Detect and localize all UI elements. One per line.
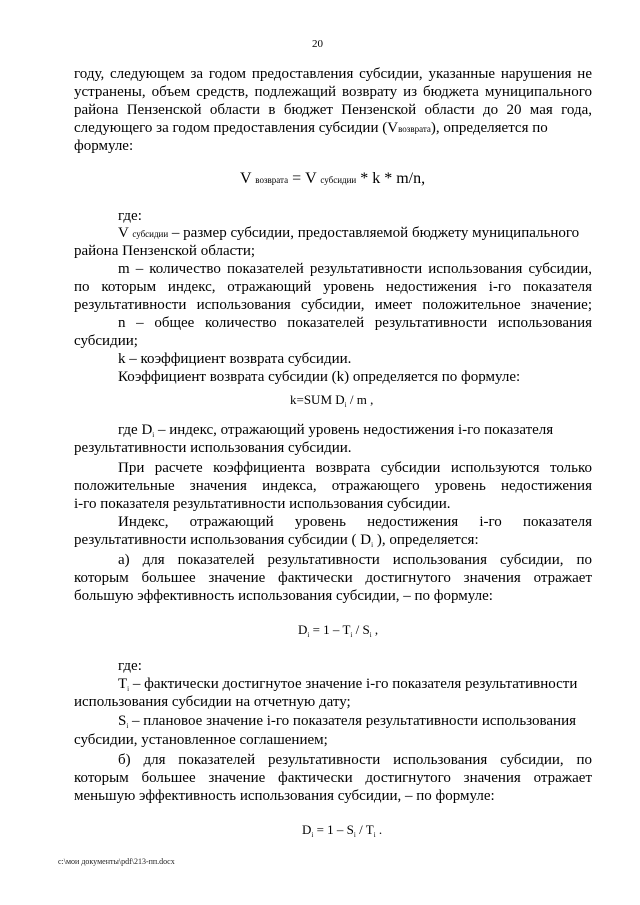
text-line: меньшую эффективность использования субсидии, – по формуле: <box>74 788 495 804</box>
formula-di-b: $D_i = 1 - S_i / T_i$ . <box>302 822 383 839</box>
text-line: Индекс, отражающий уровень недостижения i-го показателя <box>118 514 592 530</box>
text-line: б) для показателей результативности использования субсидии, по <box>118 752 592 768</box>
formula-v-return: V возврата = V субсидии * k * m/n, <box>240 170 426 187</box>
text-fragment: следующего за годом предоставления субсидии (Vвозврата), определяется по <box>74 120 548 136</box>
text-line: использования субсидии на отчетную дату; <box>74 694 351 710</box>
text-line: положительные значения индекса, отражающего уровень недостижения <box>74 478 592 494</box>
text-line: по которым индекс, отражающий уровень недостижения i-го показателя <box>74 279 592 295</box>
text-line: результативности использования субсидии ( $D_i$ ), определяется: <box>74 532 479 549</box>
text-line: субсидии, установленное соглашением; <box>74 732 328 748</box>
text-line: где: <box>118 658 142 674</box>
text-line: района Пензенской области; <box>74 243 256 259</box>
text-line: i-го показателя результативности использования субсидии. <box>74 496 451 512</box>
text-line: которым большее значение фактически достигнутого значения отражает <box>74 770 592 786</box>
text-line: $S_i$ – плановое значение i-го показателя результативности использования <box>118 713 577 730</box>
text-line: где: <box>118 208 142 224</box>
text-line: большую эффективность использования субсидии, – по формуле: <box>74 588 493 604</box>
text-line: результативности использования субсидии, имеет положительное значение; <box>74 297 592 313</box>
text-line: субсидии; <box>74 333 138 349</box>
text-line: году, следующем за годом предоставления субсидии, указанные нарушения не <box>74 66 592 82</box>
text-line: которым большее значение фактически достигнутого значения отражает <box>74 570 592 586</box>
text-line: n – общее количество показателей результативности использования <box>118 315 592 331</box>
text-line: Коэффициент возврата субсидии (k) определяется по формуле: <box>118 369 521 385</box>
text-line: а) для показателей результативности использования субсидии, по <box>118 552 592 568</box>
text-line <box>118 421 592 441</box>
text-line: При расчете коэффициента возврата субсидии используются только <box>118 460 592 476</box>
text-line <box>118 675 592 695</box>
text-line: результативности использования субсидии. <box>74 440 352 456</box>
text-fragment: где $D_i$ – индекс, отражающий уровень недостижения i-го показателя <box>118 422 554 439</box>
page-number: 20 <box>312 38 323 50</box>
text-line: формуле: <box>74 138 134 154</box>
formula-k: k=SUM $D_i$ / m , <box>290 392 374 409</box>
text-fragment: $T_i$ – фактически достигнутое значение i-го показателя результативности <box>118 676 578 693</box>
formula-di-a: $D_i = 1 - T_i / S_i$ , <box>298 622 379 639</box>
footer-file-path: c:\мои документы\pdf\213-пп.docx <box>58 857 175 866</box>
text-line: района Пензенской области в бюджет Пензенской области до 20 мая года, <box>74 102 592 118</box>
text-line: устранены, объем средств, подлежащий возврату из бюджета муниципального <box>74 84 592 100</box>
text-line: m – количество показателей результативности использования субсидии, <box>118 261 592 277</box>
text-line: k – коэффициент возврата субсидии. <box>118 351 352 367</box>
text-line <box>74 119 592 138</box>
text-line: V субсидии – размер субсидии, предоставляемой бюджету муниципального <box>118 225 580 241</box>
